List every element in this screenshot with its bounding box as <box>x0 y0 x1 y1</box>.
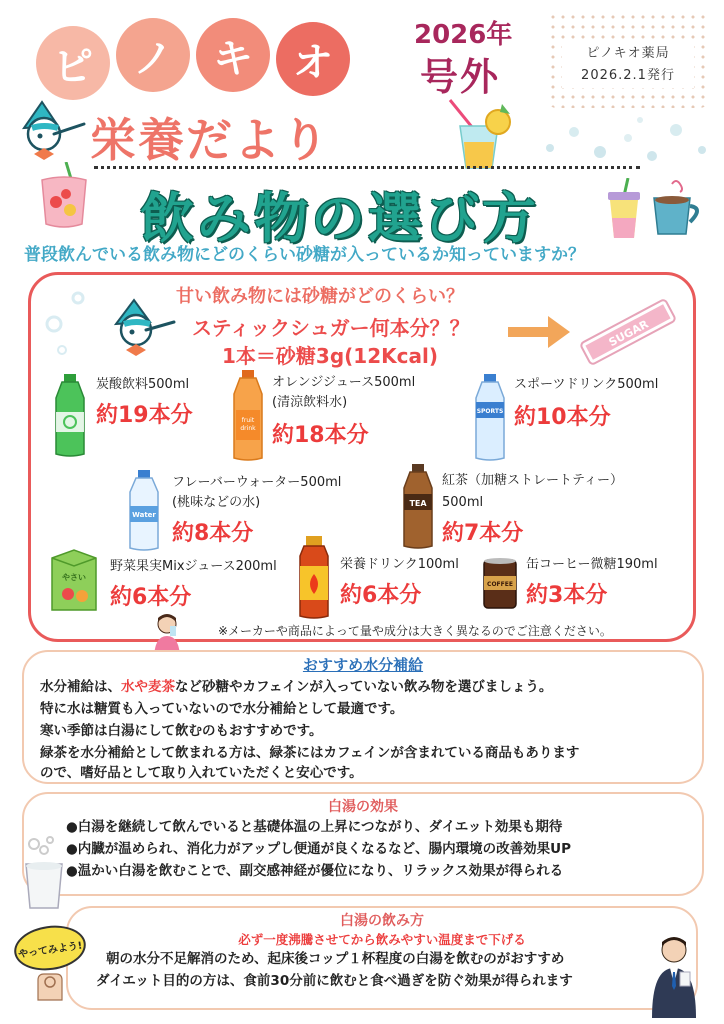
arrow-right-icon <box>506 312 572 352</box>
drink-amount-5: 約7本分 <box>442 521 524 546</box>
drink-amount-3: 約10本分 <box>514 405 611 430</box>
drink-name-8: 缶コーヒー微糖190ml <box>526 557 658 572</box>
main-title: 飲み物の選び方 <box>140 187 539 250</box>
svg-text:やさい: やさい <box>62 573 86 582</box>
year-label: 2026年 <box>414 20 513 50</box>
drink-name-4: フレーバーウォーター500ml <box>172 475 342 490</box>
sugar-stick-label: SUGAR <box>606 317 651 350</box>
drink-amount-1: 約19本分 <box>96 403 193 428</box>
energy-drink-bottle-icon <box>296 536 332 620</box>
brand-char-3: キ <box>196 18 270 92</box>
svg-text:drink: drink <box>240 425 256 432</box>
recommend-line-1-pre: 水分補給は、 <box>40 679 121 695</box>
drink-amount-4: 約8本分 <box>172 521 254 546</box>
sports-drink-bottle-icon <box>470 374 510 462</box>
stick-question: スティックシュガー何本分？？ <box>192 316 470 340</box>
drink-amount-2: 約18本分 <box>272 423 369 448</box>
sayu-effect-item-2: ●内臓が温められ、消化力がアップし便通が良くなるなど、腸内環境の改善効果UP <box>66 841 571 857</box>
hot-water-cup-icon <box>20 836 68 912</box>
drink-name-3: スポーツドリンク500ml <box>514 377 659 392</box>
publish-date: 2026.2.1発行 <box>562 66 694 88</box>
svg-text:Water: Water <box>132 511 156 519</box>
recommend-highlight: 水や麦茶 <box>121 679 175 695</box>
drink-name-2: オレンジジュース500ml <box>272 375 416 390</box>
soda-bottle-icon <box>50 374 90 458</box>
sayu-effect-title: 白湯の効果 <box>328 799 398 815</box>
drink-sub-4: (桃味などの水) <box>172 495 261 510</box>
recommend-title: おすすめ水分補給 <box>302 656 424 674</box>
vegetable-juice-carton-icon <box>46 548 102 612</box>
svg-text:COFFEE: COFFEE <box>487 581 513 588</box>
publisher-box <box>548 12 708 108</box>
brand-char-2: ノ <box>116 18 190 92</box>
sayu-howto-title: 白湯の飲み方 <box>340 913 424 929</box>
sugar-question: 甘い飲み物には砂糖がどのくらい？ <box>176 286 464 307</box>
boba-cup-icon <box>602 178 646 242</box>
sayu-howto-line-2: ダイエット目的の方は、食前30分前に飲むと食べ過ぎを防ぐ効果が得られます <box>96 973 573 989</box>
sugar-note: ※メーカーや商品によって量や成分は大きく異なるのでご注意ください。 <box>218 624 612 638</box>
sayu-howto-subtitle: 必ず一度沸騰させてから飲みやすい温度まで下げる <box>238 932 526 947</box>
sayu-effect-item-1: ●白湯を継続して飲んでいると基礎体温の上昇につながり、ダイエット効果も期待 <box>66 819 563 835</box>
drink-name-6: 野菜果実Mixジュース200ml <box>110 559 277 574</box>
svg-text:SPORTS: SPORTS <box>476 408 504 415</box>
lets-try-badge: やってみよう! <box>11 921 88 975</box>
publisher-name: ピノキオ薬局 <box>562 42 694 66</box>
tea-bottle-icon <box>398 464 438 550</box>
main-subtitle: 普段飲んでいる飲み物にどのくらい砂糖が入っているか知っていますか？ <box>24 245 585 265</box>
pinocchio-mascot-small-icon <box>110 296 182 360</box>
drink-amount-7: 約6本分 <box>340 583 422 608</box>
water-bottle-icon <box>124 470 164 552</box>
brand-char-1: ピ <box>36 26 110 100</box>
drink-sub-2: (清涼飲料水) <box>272 395 348 410</box>
drink-sub-5: 500ml <box>442 495 484 510</box>
coffee-can-icon <box>480 556 520 612</box>
sayu-effect-item-3: ●温かい白湯を飲むことで、副交感神経が優位になり、リラックス効果が得られる <box>66 863 564 879</box>
recommend-line-4: 緑茶を水分補給として飲まれる方は、緑茶にはカフェインが含まれている商品もあります <box>40 745 580 761</box>
drink-name-5: 紅茶（加糖ストレートティー） <box>442 473 623 488</box>
stick-definition: 1本＝砂糖3g(12Kcal) <box>222 344 438 368</box>
ok-hand-icon <box>30 966 70 1002</box>
recommend-line-5: ので、嗜好品として取り入れていただくと安心です。 <box>40 765 363 781</box>
header-divider <box>94 166 640 169</box>
coffee-cup-icon <box>650 178 706 240</box>
sugar-stick-icon <box>576 290 680 374</box>
svg-text:fruit: fruit <box>241 417 255 424</box>
newsletter-title: 栄養だより <box>90 113 330 167</box>
sayu-howto-line-1: 朝の水分不足解消のため、起床後コップ１杯程度の白湯を飲むのがおすすめ <box>106 951 565 967</box>
man-drinking-icon <box>646 932 702 1018</box>
recommend-line-1 <box>40 676 552 698</box>
recommend-line-3: 寒い季節は白湯にして飲むのもおすすめです。 <box>40 723 323 739</box>
recommend-line-2: 特に水は糖質も入っていないので水分補給として最適です。 <box>40 701 404 717</box>
drink-name-1: 炭酸飲料500ml <box>96 377 190 392</box>
drink-amount-8: 約3本分 <box>526 583 608 608</box>
svg-text:TEA: TEA <box>409 499 427 508</box>
extra-edition-label: 号外 <box>420 55 501 99</box>
brand-char-4: オ <box>276 22 350 96</box>
drink-amount-6: 約6本分 <box>110 585 192 610</box>
recommend-line-1-post: など砂糖やカフェインが入っていない飲み物を選びましょう。 <box>175 679 553 695</box>
fruit-drink-icon <box>36 162 92 230</box>
drink-name-7: 栄養ドリンク100ml <box>340 557 459 572</box>
bubbles-decoration-icon <box>530 108 720 168</box>
orange-juice-bottle-icon <box>228 370 268 462</box>
tropical-drink-icon <box>440 98 520 172</box>
pinocchio-mascot-icon <box>18 98 90 166</box>
